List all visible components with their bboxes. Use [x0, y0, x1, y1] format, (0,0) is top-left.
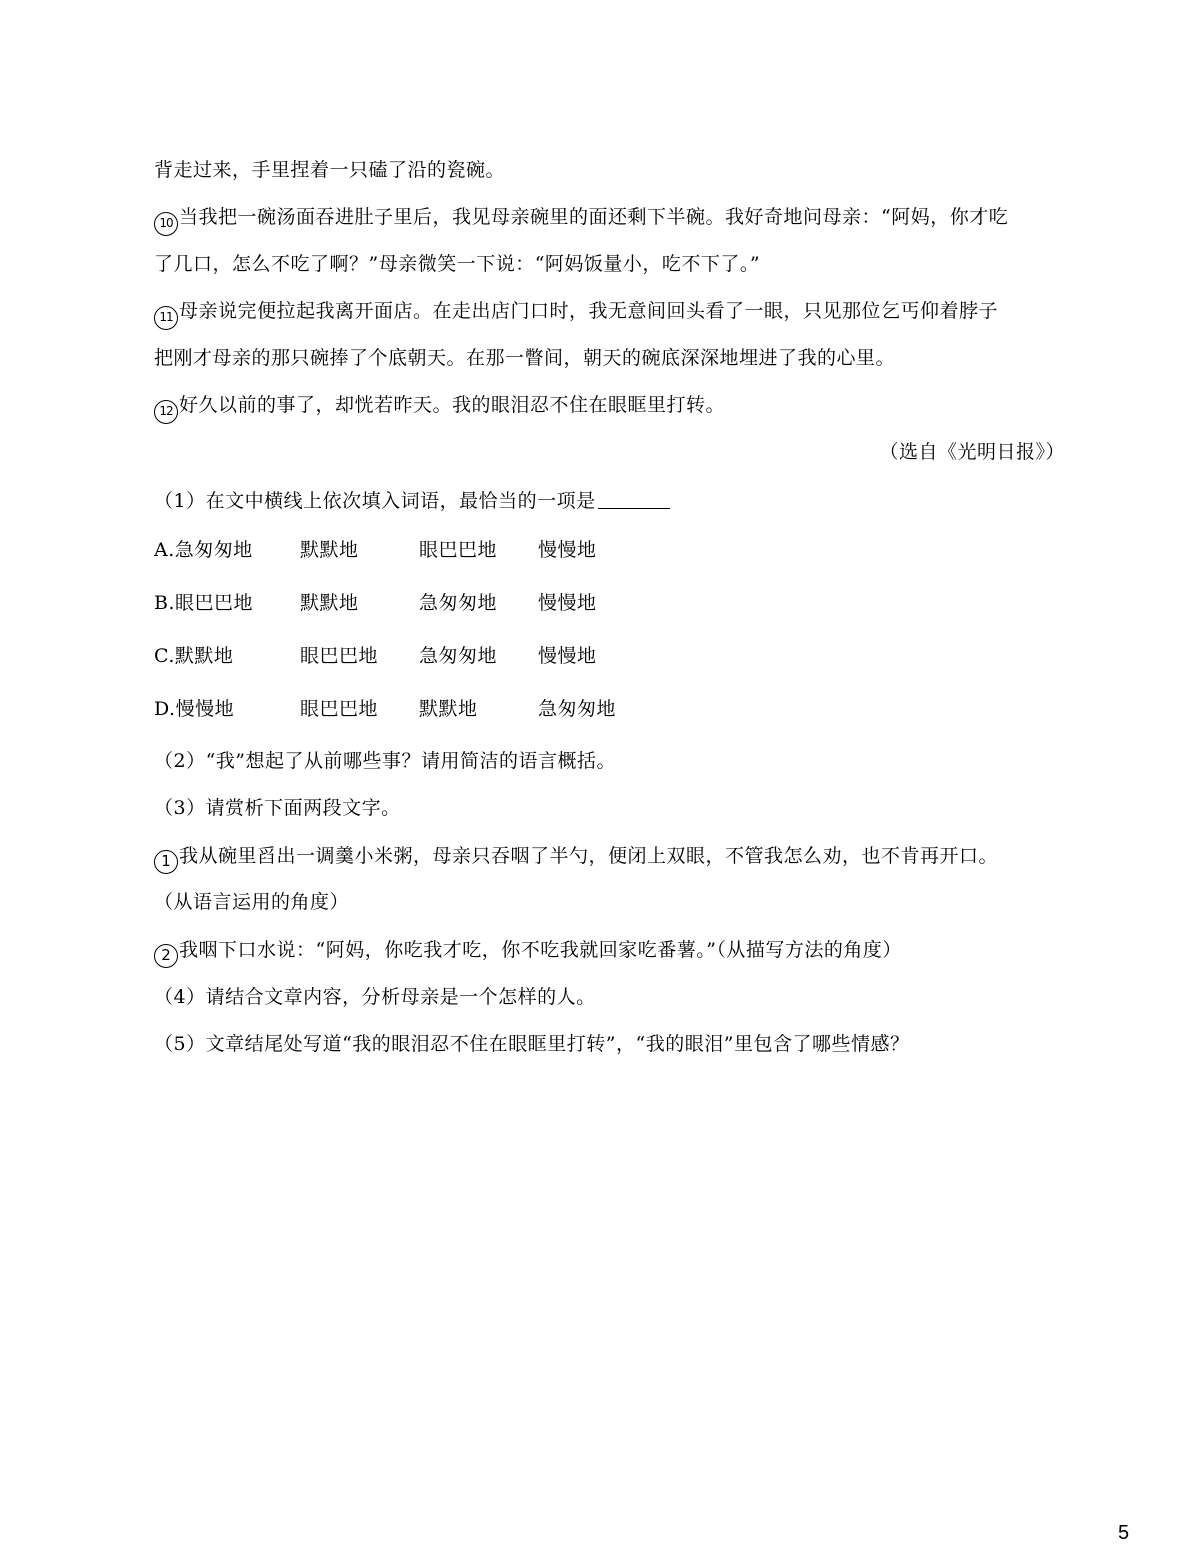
paragraph-11-line-1 [154, 298, 998, 330]
option-d-word-4: 急匆匆地 [538, 698, 617, 720]
circled-number-10: 10 [154, 212, 178, 236]
option-a-label: A.急匆匆地 [154, 539, 253, 561]
option-b-word-4: 慢慢地 [538, 592, 597, 614]
question-1-prompt: （1）在文中横线上依次填入词语，最恰当的一项是 [154, 490, 596, 512]
circled-number-1: 1 [154, 850, 178, 874]
option-d-label: D.慢慢地 [154, 698, 235, 720]
option-a-word-4: 慢慢地 [538, 539, 597, 561]
option-a-word-3: 眼巴巴地 [419, 539, 498, 561]
passage-source: （选自《光明日报》） [879, 441, 1065, 463]
paragraph-12-text-1: 好久以前的事了，却恍若昨天。我的眼泪忍不住在眼眶里打转。 [179, 394, 726, 416]
paragraph-12-line-1 [154, 392, 725, 424]
question-3-item-2-text: 我咽下口水说：“阿妈，你吃我才吃，你不吃我就回家吃番薯。”（从描写方法的角度） [179, 939, 902, 961]
question-3-item-1-text: 我从碗里舀出一调羹小米粥，母亲只吞咽了半勺，便闭上双眼，不管我怎么劝，也不肯再开口。 [179, 845, 999, 867]
question-5: （5）文章结尾处写道“我的眼泪忍不住在眼眶里打转”，“我的眼泪”里包含了哪些情感？ [154, 1033, 910, 1055]
question-3-item-1-line-2: （从语言运用的角度） [154, 891, 350, 913]
circled-number-12: 12 [154, 400, 178, 424]
circled-number-2: 2 [154, 944, 178, 968]
paragraph-10-line-1 [154, 204, 1008, 236]
question-1 [154, 488, 670, 514]
paragraph-10-line-2: 了几口，怎么不吃了啊？”母亲微笑一下说：“阿妈饭量小，吃不下了。” [154, 253, 761, 275]
option-c-label: C.默默地 [154, 645, 234, 667]
question-2: （2）“我”想起了从前哪些事？请用简洁的语言概括。 [154, 750, 617, 772]
option-d-word-2: 眼巴巴地 [300, 698, 379, 720]
question-3-prompt: （3）请赏析下面两段文字。 [154, 797, 401, 819]
circled-number-11: 11 [154, 306, 178, 330]
paragraph-10-text-1: 当我把一碗汤面吞进肚子里后，我见母亲碗里的面还剩下半碗。我好奇地问母亲：“阿妈，你才吃 [179, 206, 1009, 228]
paragraph-11-line-2: 把刚才母亲的那只碗捧了个底朝天。在那一瞥间，朝天的碗底深深地埋进了我的心里。 [154, 347, 896, 369]
option-a-word-2: 默默地 [300, 539, 359, 561]
option-c-word-3: 急匆匆地 [419, 645, 498, 667]
answer-blank [598, 490, 670, 509]
option-b-word-3: 急匆匆地 [419, 592, 498, 614]
passage-line-intro: 背走过来，手里捏着一只磕了沿的瓷碗。 [154, 159, 506, 181]
option-d-word-3: 默默地 [419, 698, 478, 720]
question-3-item-1-line-1 [154, 843, 998, 874]
option-b-word-2: 默默地 [300, 592, 359, 614]
question-4: （4）请结合文章内容，分析母亲是一个怎样的人。 [154, 986, 596, 1008]
page-number: 5 [1118, 1522, 1130, 1544]
option-b-label: B.眼巴巴地 [154, 592, 254, 614]
question-3-item-2-line-1 [154, 937, 902, 968]
option-c-word-4: 慢慢地 [538, 645, 597, 667]
paragraph-11-text-1: 母亲说完便拉起我离开面店。在走出店门口时，我无意间回头看了一眼，只见那位乞丐仰着脖子 [179, 300, 999, 322]
option-c-word-2: 眼巴巴地 [300, 645, 379, 667]
